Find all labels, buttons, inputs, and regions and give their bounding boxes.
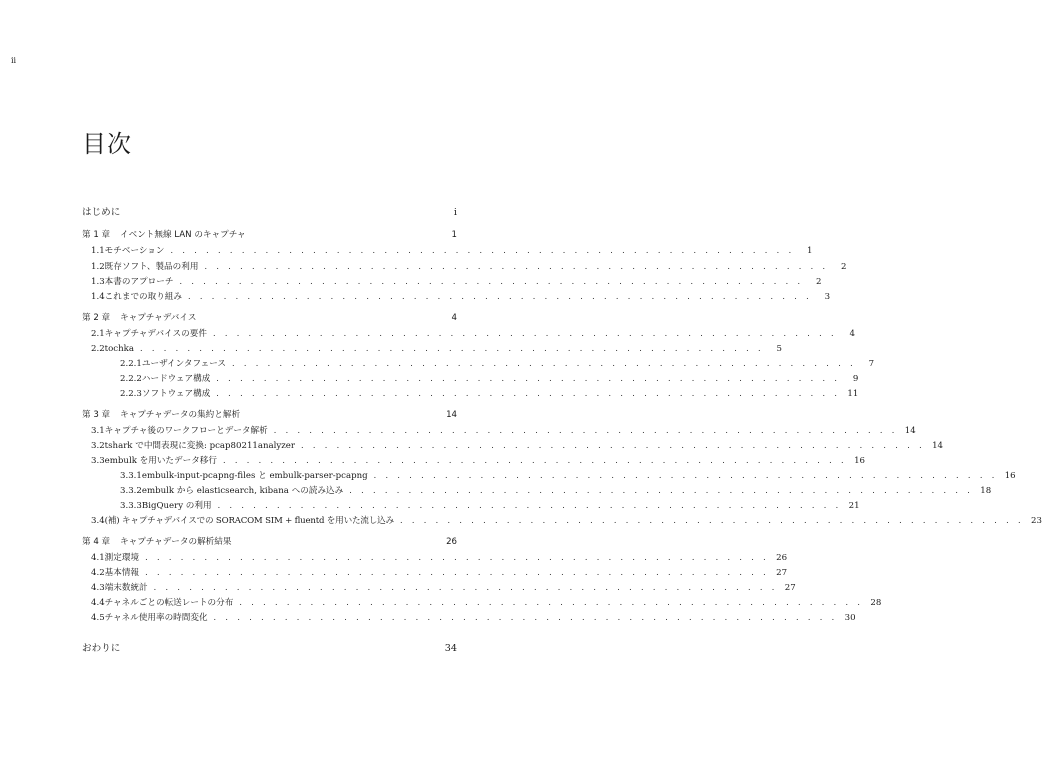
- chapter-number: 第 3 章: [82, 410, 111, 420]
- chapter-number: 第 1 章: [82, 230, 111, 240]
- section-number: 1.4: [91, 292, 105, 302]
- section-page: 1: [807, 246, 813, 256]
- page-number: ii: [11, 56, 17, 65]
- toc-section[interactable]: [91, 245, 813, 257]
- section-number: 3.2: [91, 441, 105, 451]
- subsection-title: ユーザインタフェース: [141, 359, 227, 369]
- leader-dots: . . . . . . . . . . . . . . . . . . . . . . . . . . . . . . . . . . . . . . . . . . . . . . . . . . . . .: [373, 471, 998, 480]
- leader-dots: . . . . . . . . . . . . . . . . . . . . . . . . . . . . . . . . . . . . . . . . . . . . . . . . . . . . .: [145, 568, 770, 577]
- section-number: 4.5: [91, 613, 105, 623]
- toc-section[interactable]: [91, 425, 916, 437]
- section-number: 1.1: [91, 246, 105, 256]
- section-page: 3: [824, 292, 831, 302]
- leader-dots: . . . . . . . . . . . . . . . . . . . . . . . . . . . . . . . . . . . . . . . . . . . . . . . . . . . . .: [213, 613, 838, 622]
- toc-section[interactable]: [91, 291, 831, 303]
- section-title: 既存ソフト、製品の利用: [104, 262, 199, 272]
- toc-section[interactable]: [91, 567, 788, 579]
- section-number: 3.1: [91, 426, 105, 436]
- toc-title: 目次: [82, 130, 132, 158]
- toc-outro-page: 34: [444, 643, 457, 654]
- toc-intro-page: i: [453, 207, 457, 218]
- toc-chapter[interactable]: [82, 537, 457, 548]
- leader-dots: . . . . . . . . . . . . . . . . . . . . . . . . . . . . . . . . . . . . . . . . . . . . . . . . . . . . .: [232, 359, 857, 368]
- chapter-title: キャプチャデータの解析結果: [120, 537, 232, 547]
- toc-outro-title: おわりに: [82, 643, 121, 654]
- section-title: 基本情報: [104, 568, 140, 578]
- toc-chapter[interactable]: [82, 230, 457, 241]
- section-page: 26: [776, 553, 788, 563]
- subsection-title: embulk から elasticsearch, kibana への読み込み: [141, 486, 344, 496]
- subsection-page: 16: [1004, 471, 1016, 481]
- section-page: 23: [1031, 516, 1042, 526]
- toc-subsection[interactable]: [120, 388, 859, 400]
- section-page: 27: [776, 568, 788, 578]
- section-number: 2.2: [91, 344, 105, 354]
- leader-dots: . . . . . . . . . . . . . . . . . . . . . . . . . . . . . . . . . . . . . . . . . . . . . . . . . . . . .: [188, 292, 813, 301]
- subsection-title: BigQuery の利用: [141, 501, 212, 511]
- leader-dots: . . . . . . . . . . . . . . . . . . . . . . . . . . . . . . . . . . . . . . . . . . . . . . . . . . . . .: [145, 553, 770, 562]
- section-page: 28: [870, 598, 882, 608]
- subsection-number: 2.2.1: [120, 359, 142, 369]
- section-title: これまでの取り組み: [104, 292, 183, 302]
- chapter-number: 第 2 章: [82, 313, 111, 323]
- leader-dots: . . . . . . . . . . . . . . . . . . . . . . . . . . . . . . . . . . . . . . . . . . . . . . . . . . . . .: [273, 426, 898, 435]
- section-title: 測定環境: [104, 553, 140, 563]
- section-title: 端末数統計: [104, 583, 148, 593]
- leader-dots: . . . . . . . . . . . . . . . . . . . . . . . . . . . . . . . . . . . . . . . . . . . . . . . . . . . . .: [399, 516, 1024, 525]
- toc-section[interactable]: [91, 276, 822, 288]
- subsection-number: 3.3.1: [120, 471, 142, 481]
- subsection-number: 3.3.2: [120, 486, 142, 496]
- toc-outro[interactable]: [82, 643, 457, 654]
- toc-subsection[interactable]: [120, 485, 992, 497]
- leader-dots: . . . . . . . . . . . . . . . . . . . . . . . . . . . . . . . . . . . . . . . . . . . . . . . . . . . . .: [349, 486, 974, 495]
- subsection-page: 9: [852, 374, 859, 384]
- toc-section[interactable]: [91, 612, 856, 624]
- chapter-title: キャプチャデータの集約と解析: [120, 410, 241, 420]
- chapter-title: イベント無線 LAN のキャプチャ: [120, 230, 246, 240]
- toc-chapter[interactable]: [82, 410, 457, 421]
- section-title: キャプチャデバイスの要件: [104, 329, 207, 339]
- toc-section[interactable]: [91, 440, 944, 452]
- toc-section[interactable]: [91, 455, 865, 467]
- section-page: 2: [840, 262, 847, 272]
- section-page: 27: [784, 583, 796, 593]
- toc-section[interactable]: [91, 343, 782, 355]
- chapter-number: 第 4 章: [82, 537, 111, 547]
- chapter-page: 14: [446, 410, 457, 420]
- subsection-number: 3.3.3: [120, 501, 142, 511]
- subsection-page: 11: [847, 389, 859, 399]
- toc-section[interactable]: [91, 582, 796, 594]
- section-title: embulk を用いたデータ移行: [104, 456, 217, 466]
- section-title: チャネル使用率の時間変化: [104, 613, 208, 623]
- section-page: 2: [815, 277, 822, 287]
- toc-subsection[interactable]: [120, 470, 1016, 482]
- section-title: tshark で中間表現に変換: pcap80211analyzer: [104, 441, 296, 451]
- section-title: (補) キャプチャデバイスでの SORACOM SIM + fluentd を用いた流し込み: [104, 516, 394, 526]
- subsection-title: embulk-input-pcapng-files と embulk-parser-pcapng: [141, 471, 368, 481]
- section-number: 4.3: [91, 583, 105, 593]
- section-page: 5: [776, 344, 782, 354]
- toc-section[interactable]: [91, 261, 847, 273]
- section-number: 4.1: [91, 553, 105, 563]
- chapter-page: 26: [446, 537, 457, 547]
- toc-subsection[interactable]: [120, 358, 875, 370]
- toc-subsection[interactable]: [120, 373, 859, 385]
- section-page: 30: [844, 613, 856, 623]
- toc-section[interactable]: [91, 515, 1042, 527]
- leader-dots: . . . . . . . . . . . . . . . . . . . . . . . . . . . . . . . . . . . . . . . . . . . . . . . . . . . . .: [179, 277, 804, 286]
- section-title: モチベーション: [104, 246, 165, 256]
- leader-dots: . . . . . . . . . . . . . . . . . . . . . . . . . . . . . . . . . . . . . . . . . . . . . . . . . . . . .: [153, 583, 778, 592]
- chapter-title: キャプチャデバイス: [120, 313, 197, 323]
- leader-dots: . . . . . . . . . . . . . . . . . . . . . . . . . . . . . . . . . . . . . . . . . . . . . . . . . . . . .: [170, 246, 795, 255]
- leader-dots: . . . . . . . . . . . . . . . . . . . . . . . . . . . . . . . . . . . . . . . . . . . . . . . . . . . . .: [301, 441, 926, 450]
- subsection-title: ハードウェア構成: [141, 374, 211, 384]
- toc-intro-title: はじめに: [82, 207, 121, 218]
- section-number: 3.3: [91, 456, 105, 466]
- subsection-page: 18: [980, 486, 992, 496]
- chapter-page: 4: [451, 313, 457, 323]
- leader-dots: . . . . . . . . . . . . . . . . . . . . . . . . . . . . . . . . . . . . . . . . . . . . . . . . . . . . .: [204, 262, 829, 271]
- chapter-page: 1: [451, 230, 457, 240]
- section-page: 14: [932, 441, 944, 451]
- leader-dots: . . . . . . . . . . . . . . . . . . . . . . . . . . . . . . . . . . . . . . . . . . . . . . . . . . . . .: [217, 501, 842, 510]
- toc-section[interactable]: [91, 552, 788, 564]
- leader-dots: . . . . . . . . . . . . . . . . . . . . . . . . . . . . . . . . . . . . . . . . . . . . . . . . . . . . .: [139, 344, 764, 353]
- section-page: 14: [904, 426, 916, 436]
- subsection-number: 2.2.2: [120, 374, 142, 384]
- subsection-page: 7: [868, 359, 875, 369]
- subsection-number: 2.2.3: [120, 389, 142, 399]
- leader-dots: . . . . . . . . . . . . . . . . . . . . . . . . . . . . . . . . . . . . . . . . . . . . . . . . . . . . .: [216, 389, 841, 398]
- leader-dots: . . . . . . . . . . . . . . . . . . . . . . . . . . . . . . . . . . . . . . . . . . . . . . . . . . . . .: [216, 374, 841, 383]
- section-number: 4.4: [91, 598, 105, 608]
- leader-dots: . . . . . . . . . . . . . . . . . . . . . . . . . . . . . . . . . . . . . . . . . . . . . . . . . . . . .: [222, 456, 847, 465]
- section-title: チャネルごとの転送レートの分布: [104, 598, 234, 608]
- toc-chapter[interactable]: [82, 313, 457, 324]
- toc-intro[interactable]: [82, 207, 457, 218]
- section-page: 16: [854, 456, 865, 466]
- section-number: 1.3: [91, 277, 105, 287]
- toc-section[interactable]: [91, 597, 882, 609]
- leader-dots: . . . . . . . . . . . . . . . . . . . . . . . . . . . . . . . . . . . . . . . . . . . . . . . . . . . . .: [239, 598, 864, 607]
- section-title: 本書のアプローチ: [104, 277, 174, 287]
- section-title: キャプチャ後のワークフローとデータ解析: [104, 426, 268, 436]
- section-number: 4.2: [91, 568, 105, 578]
- subsection-title: ソフトウェア構成: [141, 389, 211, 399]
- section-number: 1.2: [91, 262, 105, 272]
- section-title: tochka: [104, 344, 134, 354]
- section-number: 2.1: [91, 329, 105, 339]
- section-page: 4: [849, 329, 855, 339]
- leader-dots: . . . . . . . . . . . . . . . . . . . . . . . . . . . . . . . . . . . . . . . . . . . . . . . . . . . . .: [212, 329, 837, 338]
- section-number: 3.4: [91, 516, 105, 526]
- toc-section[interactable]: [91, 328, 855, 340]
- toc-subsection[interactable]: [120, 500, 860, 512]
- subsection-page: 21: [848, 501, 860, 511]
